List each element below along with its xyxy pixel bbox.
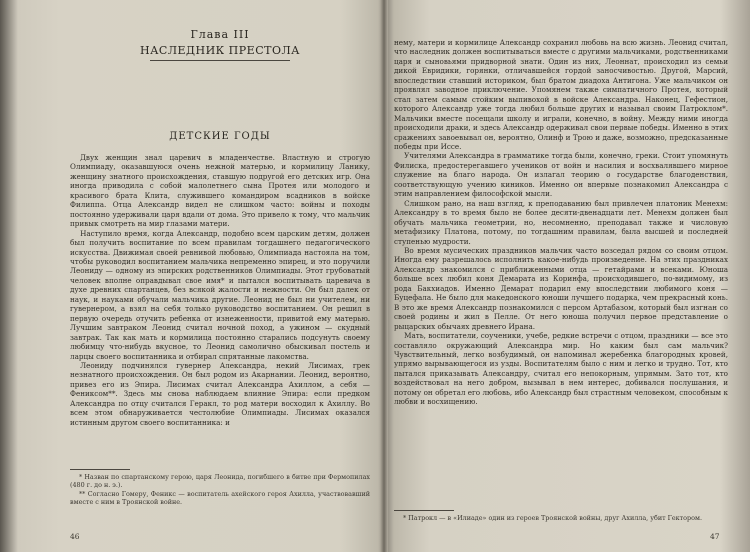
page-number: 47 bbox=[710, 532, 720, 541]
paragraph: Двух женщин знал царевич в младенчестве. Властную и строгую Олимпиаду, оказавшуюся очень нежной матерью, и кормилицу Ланику, женщину знатного происхождения, ставшую подругой его детских игр. Она иногда приводила с собой малолетнего сына Протея или молодого и красивого брата Клита, служившего командиром всадников в войске Филиппа. Отца Александр видел не слишком часто: войны и походы постоянно удерживали царя вдали от дома. Это привело к тому, что мальчик привык смотреть на мир глазами матери. bbox=[70, 153, 370, 229]
right-body-text bbox=[394, 38, 728, 407]
paragraph: Во время мусических праздников мальчик часто возседал рядом со своим отцом. Иногда ему разрешалось исполнить какое-нибудь произведение. На этих праздниках Александр знакомился с приближенными отца — гетайрами и всеками. Юноша больше всех любил коня Демарата из Коринфа, происходившего, по-видимому, из рода Бакхиадов. Именно Демарат подарил ему впоследствии любимого коня — Буцефала. Не было для македонского юноши лучшего подарка, чем прекрасный конь. В это же время Александр познакомился с персом Артабазом, который был изгнан со своей родины и жил в Пелле. От него юноша получил первое представление о рыцарских обычаях древнего Ирана. bbox=[394, 245, 728, 331]
section-title: ДЕТСКИЕ ГОДЫ bbox=[169, 131, 271, 142]
title-rule bbox=[150, 60, 290, 61]
paragraph: Леониду подчинялся гувернер Александра, некий Лисимах, грек незнатного происхождения. Он был родом из Акарнании. Леонид, вероятно, привез его из Эпира. Лисимах считал Александра Ахиллом, а себя — Фениксом**. Здесь мы снова наблюдаем влияние Эпира: если предком Александра по отцу считался Геракл, то род матери восходил к Ахиллу. Во всем этом обнаруживается честолюбие Олимпиады. Лисимах оказался истинным другом своего воспитанника: и bbox=[70, 360, 370, 427]
paragraph: Слишком рано, на наш взгляд, к преподаванию был привлечен платоник Менехм: Александру в то время было не более десяти-двенадцати лет. Менехм должен был обучать мальчика геометрии, но, несомненно, преподавал также и числовую метафизику Платона, потому, по тогдашним правилам, была высшей и последней ступенью мудрости. bbox=[394, 198, 728, 246]
chapter-heading: Глава III bbox=[190, 28, 250, 41]
footnote-rule bbox=[394, 510, 454, 511]
chapter-title: НАСЛЕДНИК ПРЕСТОЛА bbox=[140, 44, 300, 57]
paragraph: Мать, воспитатели, соученики, учебе, редкие встречи с отцом, праздники — все это составляло окружающий Александра мир. Но каким был сам мальчик? Чувствительный, легко возбудимый, он напоминал жеребенка благородных кровей, упрямо вырывающегося из узды. Воспитателям было с ним и легко и трудно. Тот, кто пытался приказывать Александру, считал его непокорным, упрямым. Зато тот, кто воздействовал на него добром, вызывал в нем интерес, добивался послушания, и потому он обретал его любовь, ибо Александр был страстным человеком, способным к любви и восхищению. bbox=[394, 331, 728, 407]
paragraph: Учителями Александра в грамматике тогда были, конечно, греки. Стоит упомянуть Филиска, предостерегавшего учеников от войн и насилия и восхвалявшего мирное служение на благо народа. Он излагал теорию о государстве благоденствия, соответствующую учению киников. Именно он впервые познакомил Александра с этим направлением философской мысли. bbox=[394, 151, 728, 199]
footnote-rule bbox=[70, 469, 130, 470]
footnote: ** Согласно Гомеру, Феникс — воспитатель ахейского героя Ахилла, участвовавший вместе с ним в Троянской войне. bbox=[70, 490, 370, 506]
book-gutter bbox=[380, 0, 388, 552]
paragraph: Наступило время, когда Александр, подобно всем царским детям, должен был получить воспитание по всем правилам тогдашнего педагогического искусства. Движимая своей ревнивой любовью, Олимпиада настояла на том, чтобы руководил воспитанием мальчика непременно эпирец, и это поручили Леониду — одному из эпирских родственников Олимпиады. Этот грубоватый человек вполне оправдывал свое имя* и пытался воспитывать царевича в духе древних спартанцев, без всякой жалости и нежности. Он был далек от наук, и науками обучали мальчика другие. Леонид не был ни учителем, ни гувернером, а взял на себя только руководство воспитанием. Он решил в первую очередь отучить ребенка от изнеженности, привитой ему матерью. Лучшим завтраком Леонид считал ночной поход, а ужином — скудный завтрак. Так как мать и кормилица постоянно старались подсунуть своему любимцу что-нибудь вкусное, то Леонид самолично обыскивал постель и ларцы своего воспитанника и отбирал спрятанные лакомства. bbox=[70, 228, 370, 361]
left-body-text bbox=[70, 153, 370, 427]
page-number: 46 bbox=[70, 532, 80, 541]
right-page bbox=[388, 0, 750, 552]
footnote: * Назван по спартанскому герою, царя Леонида, погибшего в битве при Фермопилах (480 г. до н. э.). bbox=[70, 473, 370, 489]
paragraph: нему, матери и кормилице Александр сохранил любовь на всю жизнь. Леонид считал, что наследник должен воспитываться вместе с другими мальчиками, родственниками царя и сыновьями придворной знати. Один из них, Леоннат, происходил из семьи дикой Евридики, горянки, отличавшейся гордой заносчивостью. Другой, Марсий, впоследствии ставший историком, был братом диадоха Антигона. Уже мальчиком он проявлял заводное приключение. Упомянем также симпатичного Протея, который стал затем самым стойким выпивохой в войске Александра. Наконец, Гефестион, которого Александр уже тогда любил больше других и называл своим Патроклом*. Мальчики вместе посещали школу и играли, конечно, в войну. Между ними иногда происходили драки, и здесь Александр одерживал свои первые победы. Именно в этих сражениях завоевывал он, вероятно, Олинф и Трою и даже, возможно, предсказанные победы при Иссе. bbox=[394, 38, 728, 151]
footnote: * Патрокл — в «Илиаде» один из героев Троянской войны, друг Ахилла, убит Гектором. bbox=[402, 514, 702, 522]
